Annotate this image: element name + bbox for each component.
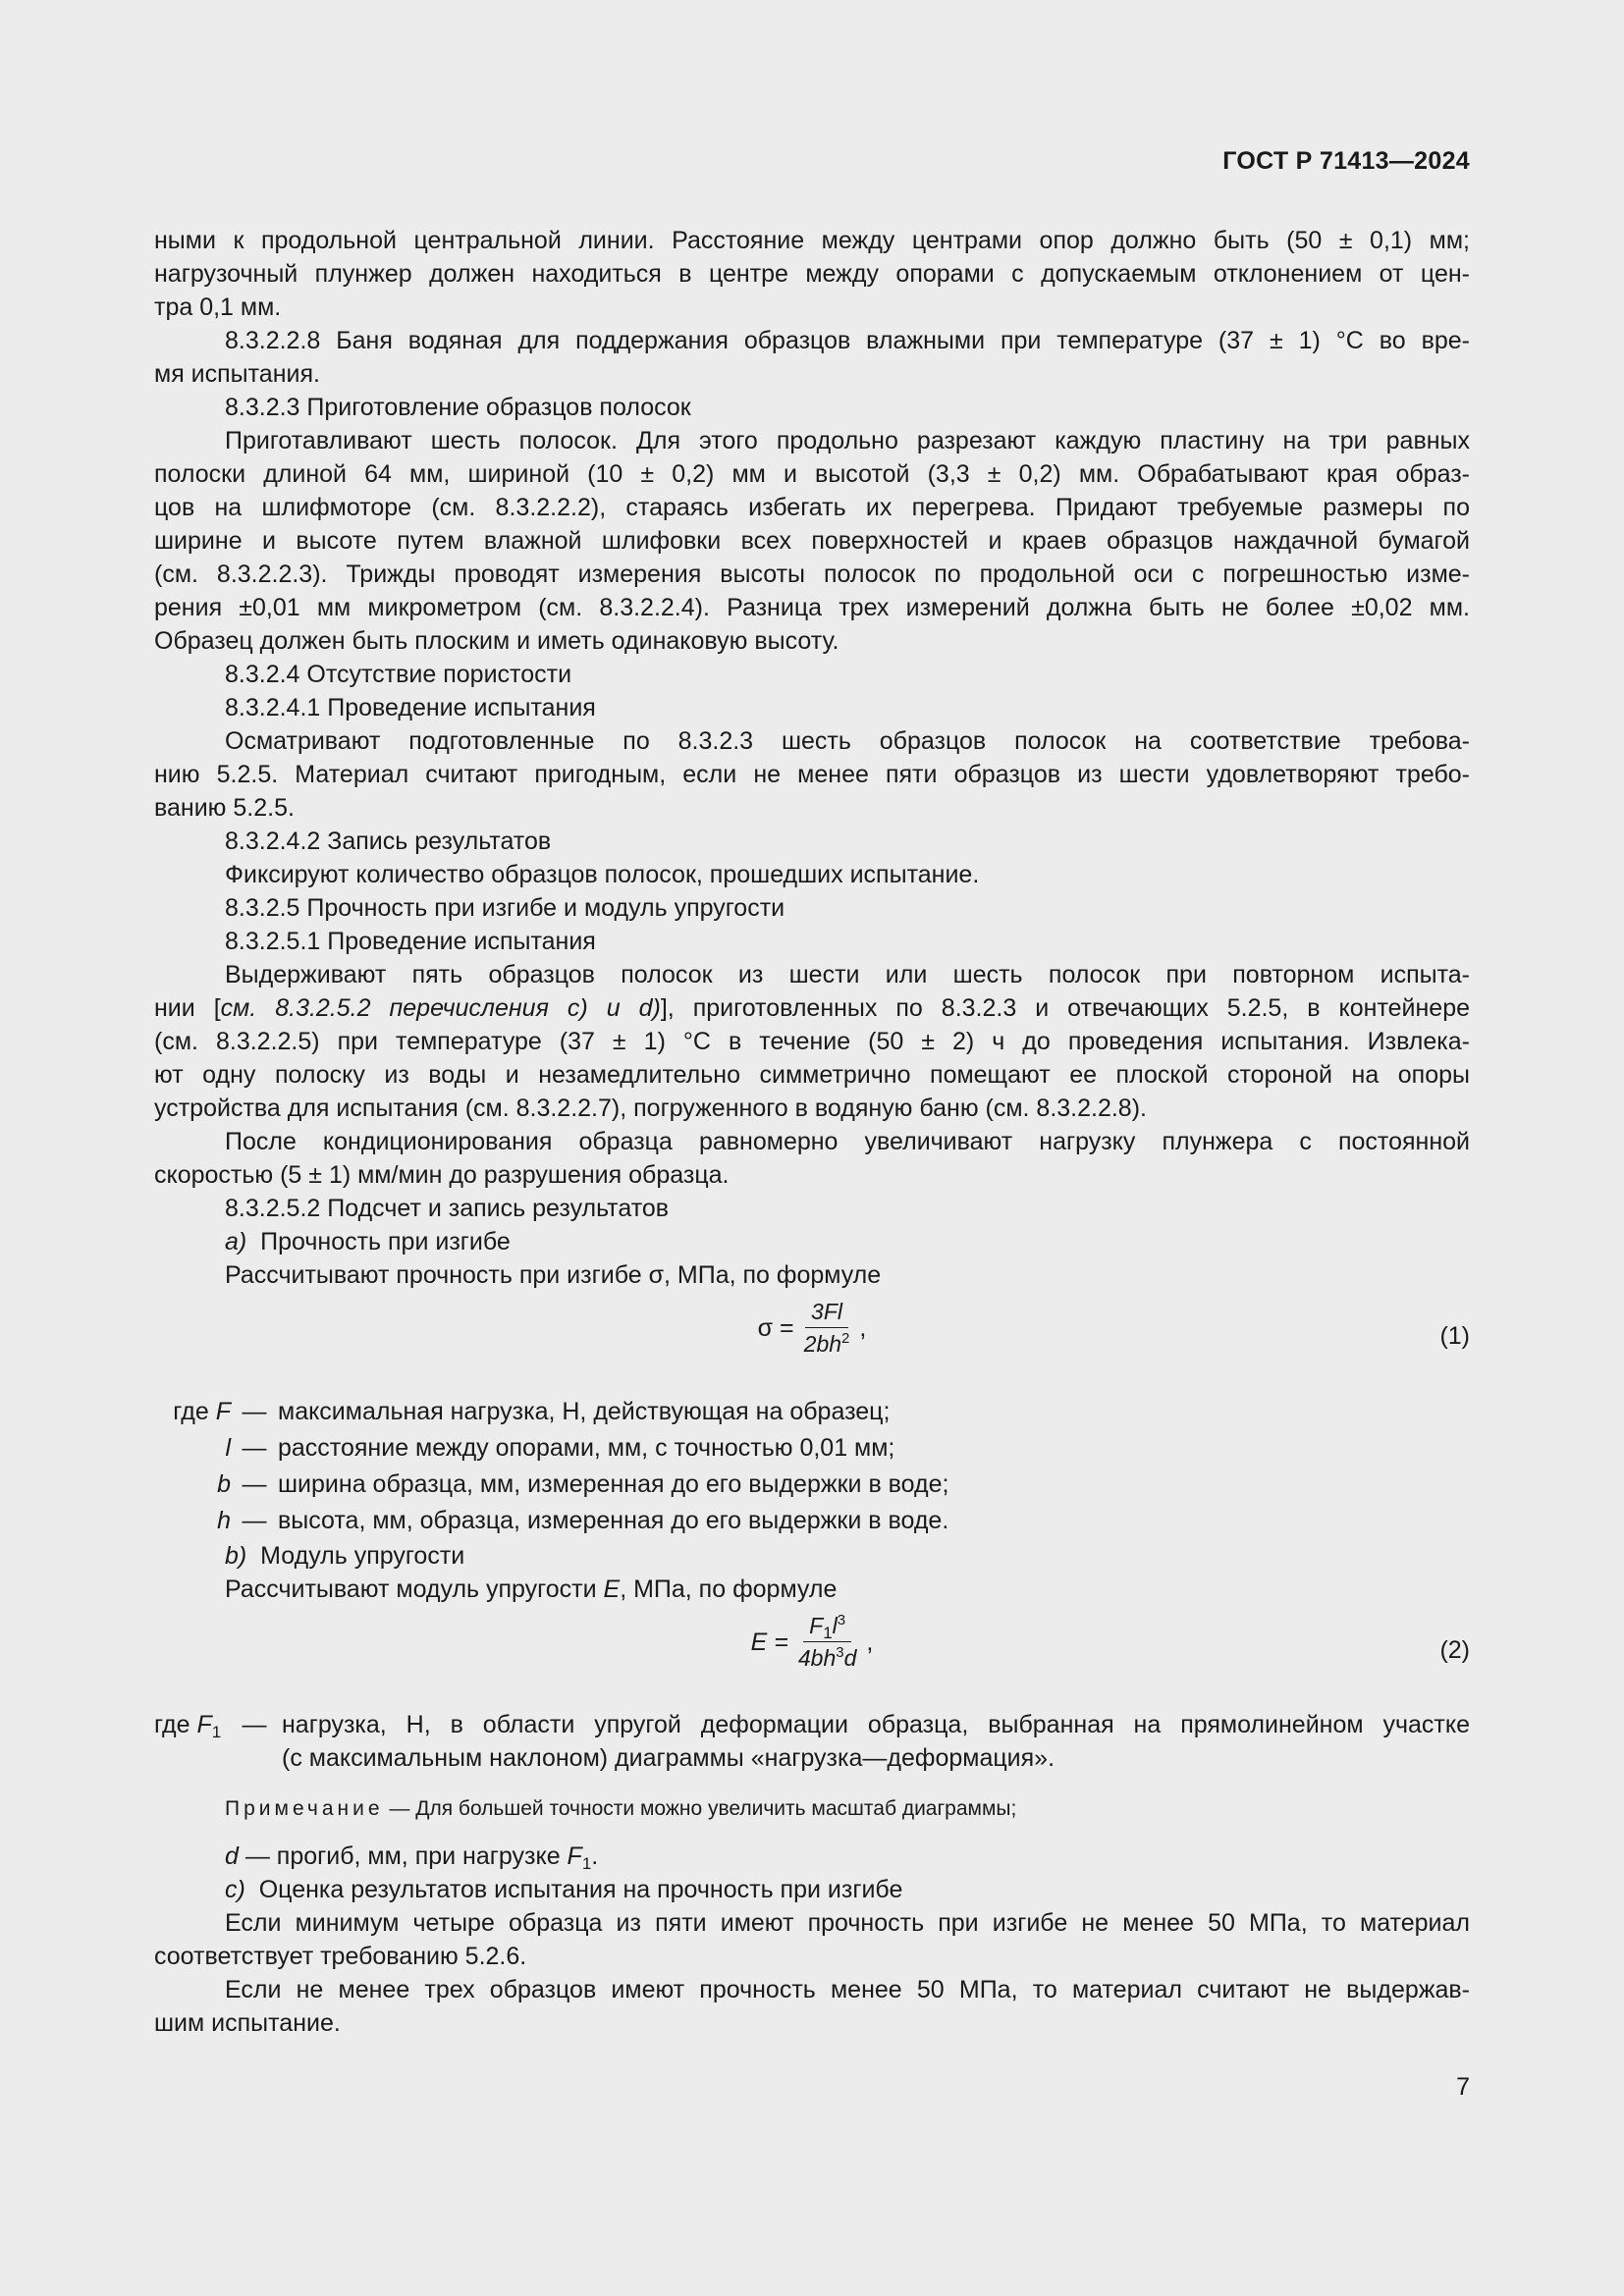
- definition-f1: где $F_1$ — нагрузка, Н, в области упругой деформации образца, выбранная на прямолинейном участке (с максимальным наклоном) диаграммы «нагрузка—деформация».: [154, 1711, 1470, 1772]
- item-c-text: Оценка результатов испытания на прочность при изгибе: [258, 1876, 903, 1903]
- text-line: шим испытание.: [154, 2009, 341, 2037]
- text-line: цов на шлифмоторе (см. 8.3.2.2.2), стараясь избегать их перегрева. Придают требуемые размеры по: [154, 494, 1470, 521]
- text-line: тра 0,1 мм.: [154, 294, 282, 321]
- formula-1-denominator: $2bh^2$: [803, 1330, 850, 1357]
- equation-number-2: (2): [1439, 1636, 1470, 1664]
- text-line: После кондиционирования образца равномерно увеличивают нагрузку плунжера с постоянной: [225, 1128, 1470, 1155]
- paragraph-block-top: [154, 224, 1470, 991]
- text-line: 8.3.2.4.2 Запись результатов: [225, 828, 552, 855]
- formula-2-fraction: [792, 1612, 863, 1672]
- text-line: мя испытания.: [154, 360, 320, 388]
- note-text: — Для большей точности можно увеличить масштаб диаграммы;: [383, 1797, 1017, 1820]
- definition-item: где F — максимальная нагрузка, Н, действующая на образец;: [173, 1398, 891, 1425]
- text-line: устройства для испытания (см. 8.3.2.2.7), погруженного в водяную баню (см. 8.3.2.2.8).: [154, 1095, 1147, 1122]
- document-body: [154, 224, 1470, 2040]
- equation-number-1: (1): [1439, 1322, 1470, 1350]
- definition-d: d — прогиб, мм, при нагрузке $F_1$.: [225, 1842, 599, 1873]
- text-line: ют одну полоску из воды и незамедлительно симметрично помещают ее плоской стороной на опоры: [154, 1061, 1470, 1089]
- definitions-list-1: [154, 1394, 1470, 1539]
- formula-2-denominator: $4bh^3d$: [797, 1644, 857, 1671]
- item-a-marker: a): [225, 1228, 247, 1255]
- formula-2-lhs: E =: [750, 1628, 788, 1656]
- text-line: полоски длиной 64 мм, шириной (10 ± 0,2) мм и высотой (3,3 ± 0,2) мм. Обрабатывают края образ-: [154, 460, 1470, 488]
- formula-1: σ = $\frac{3Fl}{2bh^2}$ , (1): [757, 1299, 1470, 1357]
- calc-text-2: Рассчитывают модуль упругости E, МПа, по формуле: [225, 1575, 838, 1603]
- item-b: [154, 1539, 1470, 1573]
- text-line: ширине и высоте путем влажной шлифовки всех поверхностей и краев образцов наждачной бумагой: [154, 527, 1470, 555]
- text-line: 8.3.2.5.2 Подсчет и запись результатов: [225, 1195, 670, 1222]
- item-c-marker: c): [225, 1876, 245, 1903]
- text-line: Выдерживают пять образцов полосок из шести или шесть полосок при повторном испыта-: [225, 961, 1470, 988]
- text-line: скоростью (5 ± 1) мм/мин до разрушения образца.: [154, 1161, 730, 1189]
- definition-item: h — высота, мм, образца, измеренная до его выдержки в воде.: [217, 1507, 949, 1534]
- definition-item: b — ширина образца, мм, измеренная до его выдержки в воде;: [217, 1470, 949, 1498]
- formula-1-lhs: σ =: [757, 1313, 794, 1342]
- formula-2: E = $\frac{F_1l^3}{4bh^3d}$ , (2): [750, 1612, 1470, 1671]
- text-line: Осматривают подготовленные по 8.3.2.3 шесть образцов полосок на соответствие требова-: [225, 727, 1470, 755]
- text-line: соответствует требованию 5.2.6.: [154, 1943, 527, 1970]
- standard-header: ГОСТ Р 71413—2024: [1222, 147, 1470, 175]
- item-a: [154, 1225, 1470, 1258]
- formula-2-numerator: $F_1l^3$: [803, 1612, 851, 1642]
- text-line: (см. 8.3.2.2.5) при температуре (37 ± 1) °С в течение (50 ± 2) ч до проведения испытания. Извлека-: [154, 1028, 1470, 1055]
- page-number: 7: [1456, 2073, 1470, 2101]
- item-a-text: Прочность при изгибе: [260, 1228, 511, 1255]
- formula-1-fraction: [798, 1298, 856, 1358]
- note: [154, 1792, 1470, 1826]
- note-label: Примечание: [225, 1797, 384, 1820]
- paragraph-block-mid: [154, 1025, 1470, 1225]
- text-line: Приготавливают шесть полосок. Для этого продольно разрезают каждую пластину на три равных: [225, 427, 1470, 454]
- text-line: (см. 8.3.2.2.3). Трижды проводят измерения высоты полосок по продольной оси с погрешностью изме-: [154, 561, 1470, 588]
- text-line: нагрузочный плунжер должен находиться в центре между опорами с допускаемым отклонением от цен-: [154, 260, 1470, 288]
- definition-item: l — расстояние между опорами, мм, с точностью 0,01 мм;: [225, 1434, 895, 1462]
- text-line-italic-ref: нии [см. 8.3.2.5.2 перечисления c) и d)], приготовленных по 8.3.2.3 и отвечающих 5.2.5, в контейнере: [154, 994, 1470, 1022]
- text-line: 8.3.2.4.1 Проведение испытания: [225, 694, 596, 721]
- text-line: Образец должен быть плоским и иметь одинаковую высоту.: [154, 627, 839, 655]
- paragraph-block-bottom: [154, 1906, 1470, 2040]
- text-line: 8.3.2.5 Прочность при изгибе и модуль упругости: [225, 894, 785, 922]
- text-line: 8.3.2.2.8 Баня водяная для поддержания образцов влажными при температуре (37 ± 1) °С во вре-: [225, 327, 1470, 354]
- text-line: рения ±0,01 мм микрометром (см. 8.3.2.2.4). Разница трех измерений должна быть не более ±0,02 мм.: [154, 594, 1470, 621]
- text-line: Если минимум четыре образца из пяти имеют прочность при изгибе не менее 50 МПа, то материал: [225, 1909, 1470, 1937]
- text-line: 8.3.2.4 Отсутствие пористости: [225, 661, 572, 688]
- text-line: 8.3.2.3 Приготовление образцов полосок: [225, 394, 691, 421]
- text-line: нию 5.2.5. Материал считают пригодным, если не менее пяти образцов из шести удовлетворяют требо-: [154, 761, 1470, 788]
- item-b-text: Модуль упругости: [260, 1542, 465, 1570]
- text-line: Если не менее трех образцов имеют прочность менее 50 МПа, то материал считают не выдержав-: [225, 1976, 1470, 2003]
- text-line: ванию 5.2.5.: [154, 794, 295, 822]
- italic-reference: см. 8.3.2.5.2 перечисления c) и d): [220, 994, 661, 1022]
- formula-1-numerator: 3Fl: [805, 1298, 848, 1328]
- text-line: Фиксируют количество образцов полосок, прошедших испытание.: [225, 861, 980, 888]
- item-c: [154, 1873, 1470, 1906]
- calc-text-1: Рассчитывают прочность при изгибе σ, МПа, по формуле: [225, 1261, 882, 1289]
- text-line: ными к продольной центральной линии. Расстояние между центрами опор должно быть (50 ± 0,1) мм;: [154, 227, 1470, 254]
- text-line: 8.3.2.5.1 Проведение испытания: [225, 928, 596, 955]
- item-b-marker: b): [225, 1542, 247, 1570]
